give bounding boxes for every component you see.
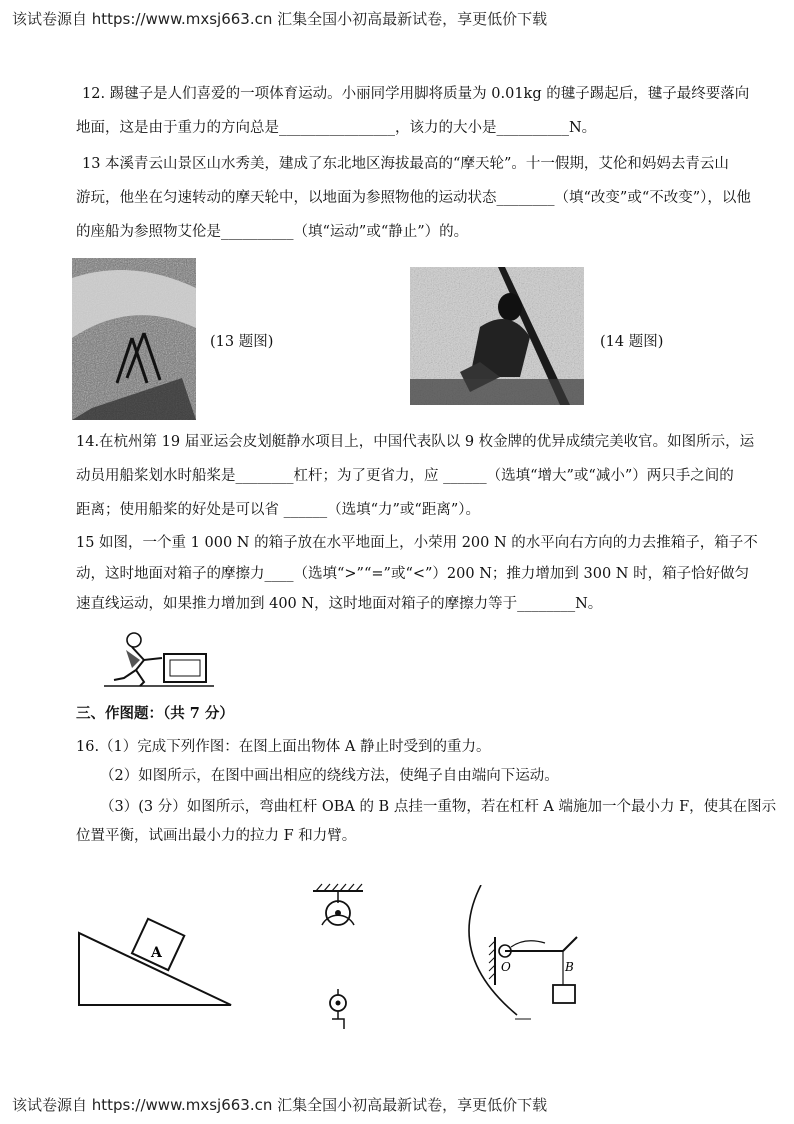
figure-14-caption: (14 题图) bbox=[600, 334, 664, 350]
q12-line-2: 地面，这是由于重力的方向总是________________，该力的大小是__________N。 bbox=[76, 120, 597, 136]
q15-line-3: 速直线运动，如果推力增加到 400 N，这时地面对箱子的摩擦力等于________N。 bbox=[76, 596, 603, 612]
bent-lever-figure bbox=[455, 885, 595, 1025]
block-a-label: A bbox=[151, 945, 162, 961]
q14-line-3: 距离；使用船桨的好处是可以省 ______（选填“力”或“距离”）。 bbox=[76, 502, 481, 518]
point-b-label: B bbox=[565, 960, 574, 974]
q15-line-1: 15 如图，一个重 1 000 N 的箱子放在水平地面上，小荣用 200 N 的水平向右方向的力去推箱子，箱子不 bbox=[76, 535, 758, 551]
q13-line-2: 游玩，他坐在匀速转动的摩天轮中，以地面为参照物他的运动状态________（填“改变”或“不改变”），以他 bbox=[76, 190, 751, 206]
incline-block-figure bbox=[76, 915, 236, 1010]
figure-13-caption-text: (13 题图) bbox=[210, 334, 274, 350]
pivot-o-label: O bbox=[501, 960, 511, 974]
q16-line-3: （3）(3 分）如图所示，弯曲杠杆 OBA 的 B 点挂一重物，若在杠杆 A 端施加一个最小力 F，使其在图示 bbox=[100, 799, 777, 815]
q14-line-2: 动员用船桨划水时船桨是________杠杆；为了更省力，应 ______（选填“增大”或“减小”）两只手之间的 bbox=[76, 468, 734, 484]
canoe-athlete-photo bbox=[410, 267, 584, 405]
q14-line-1: 14.在杭州第 19 届亚运会皮划艇静水项目上，中国代表队以 9 枚金牌的优异成绩完美收官。如图所示，运 bbox=[76, 434, 755, 450]
page-footer: 该试卷源自 https://www.mxsj663.cn 汇集全国小初高最新试卷，享更低价下载 bbox=[12, 1096, 548, 1114]
q16-line-2: （2）如图所示，在图中画出相应的绕线方法，使绳子自由端向下运动。 bbox=[100, 768, 559, 784]
section-3-title: 三、作图题：（共 7 分） bbox=[76, 705, 234, 722]
push-box-figure bbox=[104, 630, 216, 690]
q16-line-4: 位置平衡，试画出最小力的拉力 F 和力臂。 bbox=[76, 828, 357, 844]
pulley-figure bbox=[308, 883, 368, 1033]
q12-line-1: 12. 踢毽子是人们喜爱的一项体育运动。小丽同学用脚将质量为 0.01kg 的毽子踢起后，毽子最终要落向 bbox=[82, 86, 750, 102]
page-header: 该试卷源自 https://www.mxsj663.cn 汇集全国小初高最新试卷，享更低价下载 bbox=[12, 10, 548, 28]
q13-line-3: 的座船为参照物艾伦是__________（填“运动”或“静止”）的。 bbox=[76, 224, 469, 240]
q13-line-1: 13 本溪青云山景区山水秀美，建成了东北地区海拔最高的“摩天轮”。十一假期，艾伦和妈妈去青云山 bbox=[82, 156, 729, 172]
q16-line-1: 16.（1）完成下列作图：在图上面出物体 A 静止时受到的重力。 bbox=[76, 739, 491, 755]
ferris-wheel-photo bbox=[72, 258, 196, 420]
q15-line-2: 动，这时地面对箱子的摩擦力____（选填“>”“=”或“<”）200 N；推力增加到 300 N 时，箱子恰好做匀 bbox=[76, 566, 750, 582]
